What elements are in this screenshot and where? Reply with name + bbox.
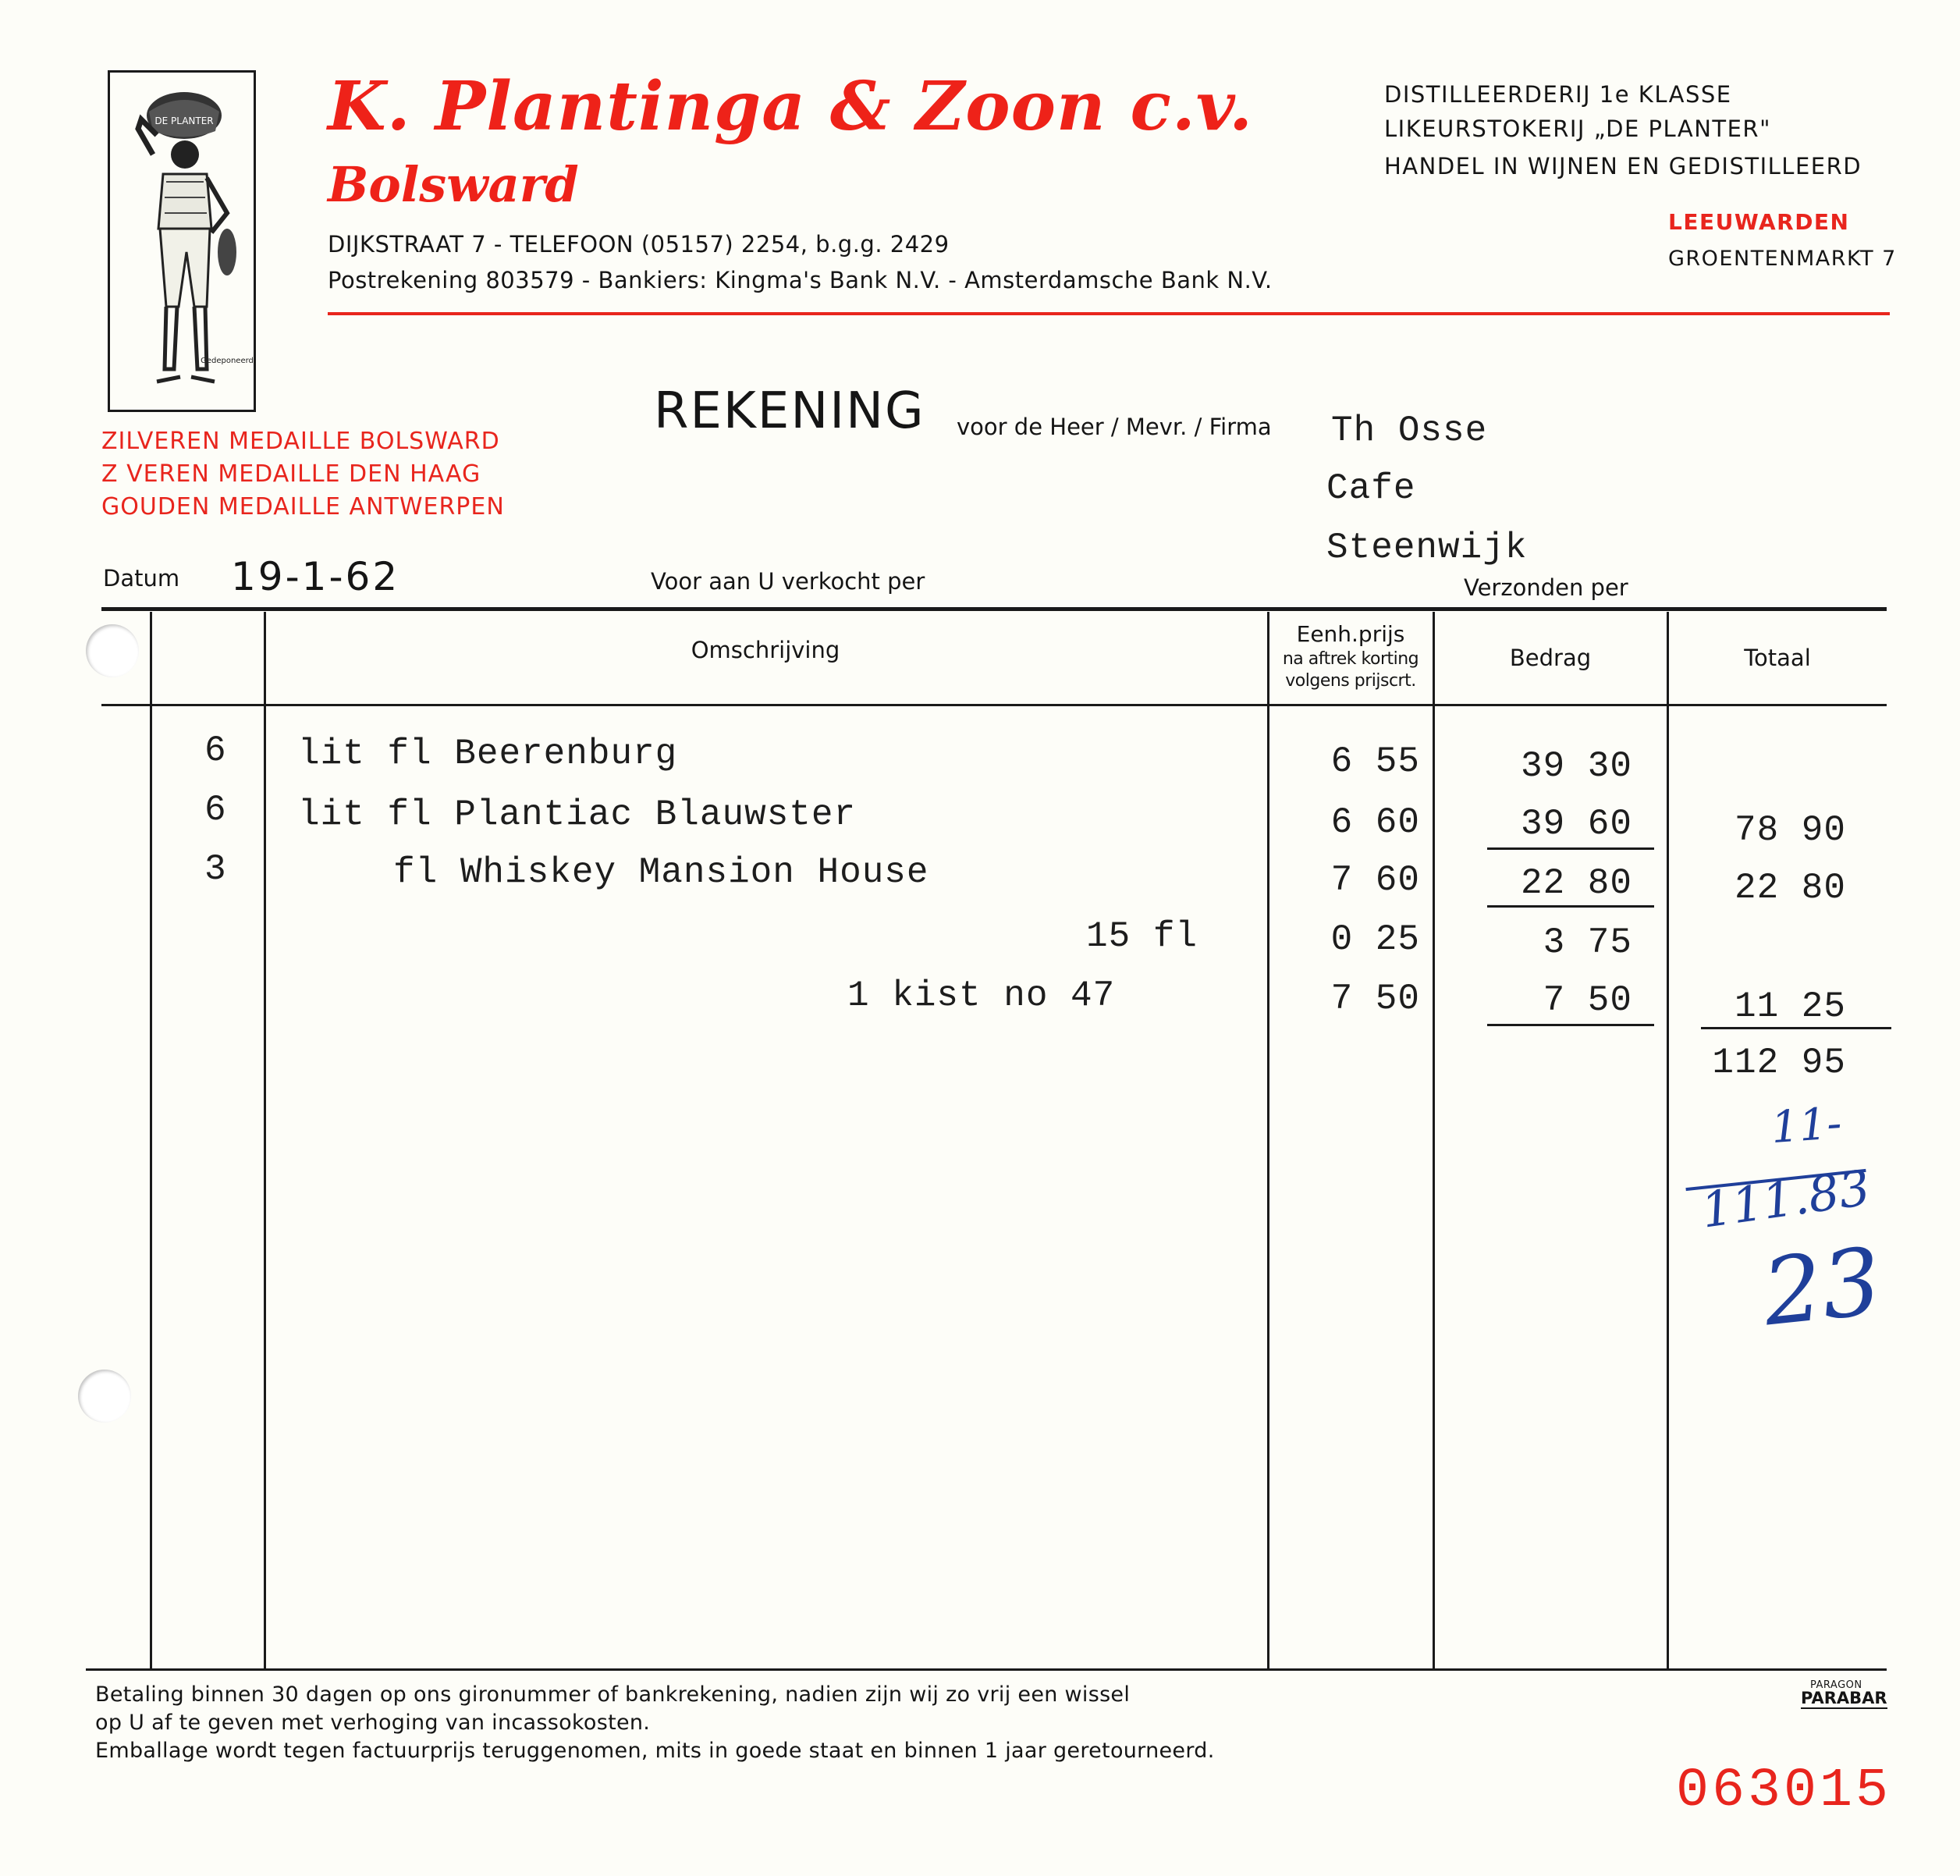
serial-number: 063015 <box>1676 1761 1892 1822</box>
col-header-amount: Bedrag <box>1509 645 1592 671</box>
row-unit-price: 7 50 <box>1330 979 1420 1019</box>
footer-line-2: op U af te geven met verhoging van incassokosten. <box>95 1711 651 1735</box>
invoice-title: REKENING <box>654 382 925 440</box>
grand-total: 112 95 <box>1712 1043 1846 1083</box>
branch-city: LEEUWARDEN <box>1668 209 1850 235</box>
row-amount: 3 75 <box>1543 922 1632 963</box>
header-right-line3: HANDEL IN WIJNEN EN GEDISTILLEERD <box>1384 153 1862 179</box>
row-total: 11 25 <box>1734 986 1846 1027</box>
shipped-label: Verzonden per <box>1464 574 1628 601</box>
row-qty: 6 <box>204 790 227 830</box>
row-description: 15 fl <box>1086 916 1198 957</box>
company-address: DIJKSTRAAT 7 - TELEFOON (05157) 2254, b.g.g. 2429 <box>328 231 950 258</box>
punch-hole-bottom <box>78 1370 131 1423</box>
row-qty: 3 <box>204 849 227 890</box>
logo-label: DE PLANTER <box>154 115 214 126</box>
row-unit-price: 7 60 <box>1330 860 1420 901</box>
customer-name: Th Osse <box>1331 410 1488 451</box>
medal-2: Z VEREN MEDAILLE DEN HAAG <box>101 460 481 488</box>
row-unit-price: 6 60 <box>1330 802 1420 843</box>
customer-city: Steenwijk <box>1326 528 1528 568</box>
company-bank: Postrekening 803579 - Bankiers: Kingma's Bank N.V. - Amsterdamsche Bank N.V. <box>328 267 1273 293</box>
handwritten-note-bottom: 23 <box>1758 1227 1886 1347</box>
row-amount: 39 60 <box>1520 804 1632 844</box>
row-total: 78 90 <box>1734 810 1846 851</box>
handwritten-note-top: 11- <box>1769 1097 1844 1154</box>
row-amount: 7 50 <box>1543 980 1632 1021</box>
row-amount: 39 30 <box>1520 746 1632 787</box>
col-header-total: Totaal <box>1744 645 1811 671</box>
row-unit-price: 6 55 <box>1330 741 1420 782</box>
company-city: Bolsward <box>328 156 579 213</box>
row-description: lit fl Plantiac Blauwster <box>298 794 857 835</box>
sum-rule <box>1701 1027 1891 1029</box>
logo <box>108 70 256 412</box>
customer-business: Cafe <box>1326 468 1416 509</box>
medal-1: ZILVEREN MEDAILLE BOLSWARD <box>101 428 500 455</box>
printer-mark-small: PARAGON <box>1810 1679 1862 1691</box>
row-unit-price: 0 25 <box>1330 919 1420 960</box>
row-amount: 22 80 <box>1520 863 1632 904</box>
row-description: fl Whiskey Mansion House <box>393 852 929 893</box>
col-header-description: Omschrijving <box>691 637 840 663</box>
printer-mark: PARABAR <box>1801 1689 1887 1707</box>
date-value: 19-1-62 <box>231 554 400 599</box>
punch-hole-top <box>86 624 139 677</box>
footer-line-3: Emballage wordt tegen factuurprijs teruggenomen, mits in goede staat en binnen 1 jaar geretourneerd. <box>95 1739 1215 1763</box>
header-right-line2: LIKEURSTOKERIJ „DE PLANTER" <box>1384 115 1771 142</box>
branch-address: GROENTENMARKT 7 <box>1668 247 1897 271</box>
logo-mark: Gedeponeerd <box>201 357 254 365</box>
header-red-rule <box>328 312 1890 315</box>
col-header-unit-price-2: na aftrek korting <box>1282 649 1419 669</box>
row-qty: 6 <box>204 730 227 771</box>
sum-rule <box>1487 905 1654 908</box>
date-label: Datum <box>103 565 180 592</box>
row-description: lit fl Beerenburg <box>298 734 678 774</box>
sold-label: Voor aan U verkocht per <box>651 568 925 595</box>
header-right-line1: DISTILLEERDERIJ 1e KLASSE <box>1384 81 1732 108</box>
addressee-label: voor de Heer / Mevr. / Firma <box>957 414 1272 440</box>
row-total: 22 80 <box>1734 868 1846 908</box>
company-name: K. Plantinga & Zoon c.v. <box>328 67 1254 146</box>
sum-rule <box>1487 1024 1654 1026</box>
planter-figure-icon <box>110 73 254 410</box>
row-description: 1 kist no 47 <box>847 975 1116 1016</box>
sum-rule <box>1487 847 1654 850</box>
footer-line-1: Betaling binnen 30 dagen op ons gironummer of bankrekening, nadien zijn wij zo vrij een wissel <box>95 1682 1131 1707</box>
col-header-unit-price-1: Eenh.prijs <box>1296 621 1405 647</box>
col-header-unit-price-3: volgens prijscrt. <box>1285 671 1416 691</box>
handwritten-note-middle: 111.83 <box>1697 1159 1873 1239</box>
medal-3: GOUDEN MEDAILLE ANTWERPEN <box>101 493 505 521</box>
